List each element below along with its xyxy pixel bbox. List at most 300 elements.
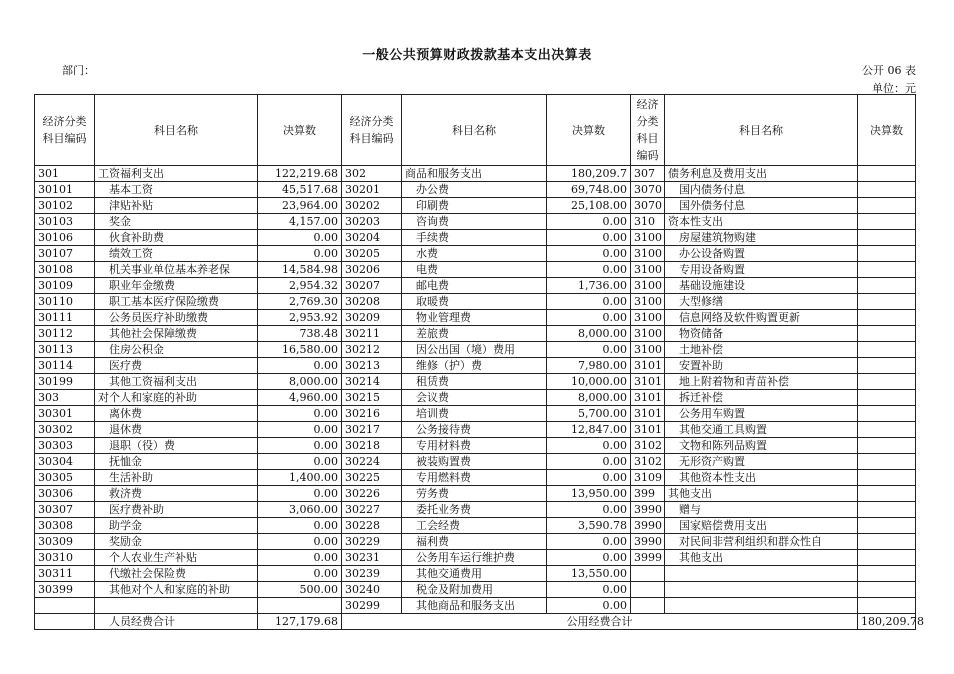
name-cell: 职业年金缴费: [95, 278, 258, 294]
table-row: [35, 358, 916, 374]
code-cell: 30101: [35, 182, 95, 198]
amount-cell: 13,950.00: [547, 486, 631, 502]
amount-cell: [858, 486, 916, 502]
code-cell: 30231: [342, 550, 402, 566]
code-cell: 30111: [35, 310, 95, 326]
public-total-label: 公用经费合计: [342, 614, 858, 630]
code-cell: 3990: [631, 518, 665, 534]
amount-cell: 122,219.68: [258, 166, 342, 182]
code-cell: 3100: [631, 262, 665, 278]
code-cell: 3100: [631, 326, 665, 342]
code-cell: 3070: [631, 198, 665, 214]
name-cell: 国家赔偿费用支出: [665, 518, 858, 534]
name-cell: [95, 598, 258, 614]
amount-cell: 0.00: [547, 342, 631, 358]
amount-cell: 7,980.00: [547, 358, 631, 374]
table-row: [35, 294, 916, 310]
name-cell: 公务接待费: [402, 422, 547, 438]
amount-cell: 0.00: [258, 550, 342, 566]
code-cell: 30213: [342, 358, 402, 374]
name-cell: 地上附着物和青苗补偿: [665, 374, 858, 390]
code-cell: 30203: [342, 214, 402, 230]
code-cell: 30207: [342, 278, 402, 294]
name-cell: 拆迁补偿: [665, 390, 858, 406]
amount-cell: [858, 390, 916, 406]
name-cell: 奖励金: [95, 534, 258, 550]
amount-cell: 2,954.32: [258, 278, 342, 294]
amount-cell: 0.00: [547, 294, 631, 310]
name-cell: 代缴社会保险费: [95, 566, 258, 582]
name-cell: 国内债务付息: [665, 182, 858, 198]
amount-cell: [858, 246, 916, 262]
amount-cell: 180,209.7: [547, 166, 631, 182]
name-cell: 水费: [402, 246, 547, 262]
code-cell: 30206: [342, 262, 402, 278]
code-cell: 30307: [35, 502, 95, 518]
name-cell: 安置补助: [665, 358, 858, 374]
amount-cell: 0.00: [258, 406, 342, 422]
table-row: [35, 262, 916, 278]
table-row: [35, 390, 916, 406]
amount-cell: 13,550.00: [547, 566, 631, 582]
amount-cell: 69,748.00: [547, 182, 631, 198]
name-cell: 委托业务费: [402, 502, 547, 518]
table-row: [35, 582, 916, 598]
name-cell: 印刷费: [402, 198, 547, 214]
code-cell: 30218: [342, 438, 402, 454]
name-cell: 专用燃料费: [402, 470, 547, 486]
table-row: [35, 406, 916, 422]
header-code-2: 经济分类 科目编码: [342, 95, 402, 166]
header-code-3: 经济 分类 科目 编码: [631, 95, 665, 166]
amount-cell: 45,517.68: [258, 182, 342, 198]
amount-cell: 0.00: [258, 486, 342, 502]
code-cell: 303: [35, 390, 95, 406]
code-cell: 3070: [631, 182, 665, 198]
name-cell: 抚恤金: [95, 454, 258, 470]
amount-cell: 0.00: [547, 262, 631, 278]
name-cell: 劳务费: [402, 486, 547, 502]
amount-cell: [858, 438, 916, 454]
code-cell: 30214: [342, 374, 402, 390]
amount-cell: [858, 294, 916, 310]
name-cell: 个人农业生产补贴: [95, 550, 258, 566]
code-cell: 30211: [342, 326, 402, 342]
amount-cell: [858, 598, 916, 614]
table-row: [35, 166, 916, 182]
code-cell: 399: [631, 486, 665, 502]
name-cell: 被装购置费: [402, 454, 547, 470]
code-cell: 30303: [35, 438, 95, 454]
code-cell: 30216: [342, 406, 402, 422]
code-cell: 30103: [35, 214, 95, 230]
personnel-total-value: 127,179.68: [258, 614, 342, 630]
amount-cell: 0.00: [547, 246, 631, 262]
amount-cell: 0.00: [547, 598, 631, 614]
table-row: [35, 502, 916, 518]
header-amount-2: 决算数: [547, 95, 631, 166]
code-cell: 3101: [631, 374, 665, 390]
code-cell: 3102: [631, 454, 665, 470]
amount-cell: [858, 358, 916, 374]
name-cell: 差旅费: [402, 326, 547, 342]
table-row: [35, 374, 916, 390]
code-cell: 30202: [342, 198, 402, 214]
amount-cell: 0.00: [547, 502, 631, 518]
amount-cell: 0.00: [258, 358, 342, 374]
table-row: [35, 598, 916, 614]
table-row: [35, 454, 916, 470]
name-cell: 物资储备: [665, 326, 858, 342]
name-cell: 其他资本性支出: [665, 470, 858, 486]
name-cell: 培训费: [402, 406, 547, 422]
table-row: [35, 534, 916, 550]
amount-cell: [858, 518, 916, 534]
code-cell: 30305: [35, 470, 95, 486]
name-cell: 住房公积金: [95, 342, 258, 358]
amount-cell: 4,157.00: [258, 214, 342, 230]
name-cell: 机关事业单位基本养老保: [95, 262, 258, 278]
amount-cell: 0.00: [547, 214, 631, 230]
public-total-value: 180,209.78: [858, 614, 916, 630]
amount-cell: 1,736.00: [547, 278, 631, 294]
amount-cell: [858, 502, 916, 518]
table-row: [35, 438, 916, 454]
amount-cell: 0.00: [258, 422, 342, 438]
code-cell: 30107: [35, 246, 95, 262]
table-row: [35, 422, 916, 438]
amount-cell: [858, 566, 916, 582]
name-cell: 其他商品和服务支出: [402, 598, 547, 614]
amount-cell: 0.00: [547, 230, 631, 246]
code-cell: 30102: [35, 198, 95, 214]
name-cell: 无形资产购置: [665, 454, 858, 470]
code-cell: 310: [631, 214, 665, 230]
code-cell: 30228: [342, 518, 402, 534]
code-cell: 3990: [631, 502, 665, 518]
code-cell: 3101: [631, 358, 665, 374]
code-cell: 30110: [35, 294, 95, 310]
amount-cell: 0.00: [258, 566, 342, 582]
name-cell: 工资福利支出: [95, 166, 258, 182]
name-cell: 医疗费补助: [95, 502, 258, 518]
code-cell: 30225: [342, 470, 402, 486]
amount-cell: 0.00: [547, 550, 631, 566]
name-cell: 其他交通工具购置: [665, 422, 858, 438]
name-cell: 救济费: [95, 486, 258, 502]
amount-cell: 2,953.92: [258, 310, 342, 326]
name-cell: 公务员医疗补助缴费: [95, 310, 258, 326]
name-cell: 其他支出: [665, 486, 858, 502]
table-row: [35, 214, 916, 230]
code-cell: 3101: [631, 390, 665, 406]
name-cell: 土地补偿: [665, 342, 858, 358]
amount-cell: [858, 230, 916, 246]
table-row: [35, 182, 916, 198]
amount-cell: 8,000.00: [547, 326, 631, 342]
table-header-row: [35, 95, 916, 166]
amount-cell: 0.00: [258, 230, 342, 246]
code-cell: 3100: [631, 294, 665, 310]
department-label: 部门：: [62, 64, 95, 77]
name-cell: 咨询费: [402, 214, 547, 230]
amount-cell: [858, 534, 916, 550]
code-cell: 30226: [342, 486, 402, 502]
table-row: [35, 310, 916, 326]
name-cell: 其他对个人和家庭的补助: [95, 582, 258, 598]
table-row: [35, 230, 916, 246]
amount-cell: [858, 342, 916, 358]
name-cell: 奖金: [95, 214, 258, 230]
table-row: [35, 518, 916, 534]
amount-cell: [858, 262, 916, 278]
name-cell: 对个人和家庭的补助: [95, 390, 258, 406]
code-cell: 3109: [631, 470, 665, 486]
code-cell: 3101: [631, 422, 665, 438]
amount-cell: 10,000.00: [547, 374, 631, 390]
name-cell: 助学金: [95, 518, 258, 534]
name-cell: 房屋建筑物购建: [665, 230, 858, 246]
code-cell: 3102: [631, 438, 665, 454]
amount-cell: 16,580.00: [258, 342, 342, 358]
table-row: [35, 470, 916, 486]
amount-cell: [858, 550, 916, 566]
header-amount-1: 决算数: [258, 95, 342, 166]
name-cell: 赠与: [665, 502, 858, 518]
name-cell: 对民间非营利组织和群众性自: [665, 534, 858, 550]
table-row: [35, 342, 916, 358]
header-name-2: 科目名称: [402, 95, 547, 166]
table-row: [35, 198, 916, 214]
code-cell: 30304: [35, 454, 95, 470]
name-cell: 手续费: [402, 230, 547, 246]
name-cell: 基础设施建设: [665, 278, 858, 294]
amount-cell: 0.00: [547, 534, 631, 550]
name-cell: 国外债务付息: [665, 198, 858, 214]
amount-cell: 3,060.00: [258, 502, 342, 518]
name-cell: 其他支出: [665, 550, 858, 566]
amount-cell: 8,000.00: [258, 374, 342, 390]
code-cell: 30306: [35, 486, 95, 502]
amount-cell: 5,700.00: [547, 406, 631, 422]
name-cell: 工会经费: [402, 518, 547, 534]
totals-row: [35, 614, 916, 630]
code-cell: 3100: [631, 246, 665, 262]
name-cell: 资本性支出: [665, 214, 858, 230]
name-cell: 商品和服务支出: [402, 166, 547, 182]
amount-cell: [858, 182, 916, 198]
code-cell: 30215: [342, 390, 402, 406]
code-cell: 3990: [631, 534, 665, 550]
code-cell: 30309: [35, 534, 95, 550]
amount-cell: [258, 598, 342, 614]
code-cell: 30204: [342, 230, 402, 246]
code-cell: 302: [342, 166, 402, 182]
name-cell: 退休费: [95, 422, 258, 438]
amount-cell: [858, 214, 916, 230]
name-cell: 电费: [402, 262, 547, 278]
name-cell: 办公设备购置: [665, 246, 858, 262]
code-cell: 30108: [35, 262, 95, 278]
amount-cell: 8,000.00: [547, 390, 631, 406]
amount-cell: 14,584.98: [258, 262, 342, 278]
expenditure-table: [34, 94, 924, 630]
name-cell: 办公费: [402, 182, 547, 198]
code-cell: 30299: [342, 598, 402, 614]
code-cell: 301: [35, 166, 95, 182]
name-cell: 伙食补助费: [95, 230, 258, 246]
amount-cell: 4,960.00: [258, 390, 342, 406]
amount-cell: 12,847.00: [547, 422, 631, 438]
amount-cell: 0.00: [258, 438, 342, 454]
amount-cell: 0.00: [258, 534, 342, 550]
name-cell: 大型修缮: [665, 294, 858, 310]
code-cell: 30302: [35, 422, 95, 438]
name-cell: 职工基本医疗保险缴费: [95, 294, 258, 310]
code-cell: 30112: [35, 326, 95, 342]
name-cell: 退职（役）费: [95, 438, 258, 454]
amount-cell: [858, 198, 916, 214]
code-cell: 30240: [342, 582, 402, 598]
name-cell: 租赁费: [402, 374, 547, 390]
name-cell: [665, 582, 858, 598]
name-cell: 公务用车购置: [665, 406, 858, 422]
amount-cell: [858, 166, 916, 182]
amount-cell: [858, 422, 916, 438]
amount-cell: 3,590.78: [547, 518, 631, 534]
amount-cell: 23,964.00: [258, 198, 342, 214]
amount-cell: 0.00: [547, 310, 631, 326]
name-cell: 其他社会保障缴费: [95, 326, 258, 342]
name-cell: 文物和陈列品购置: [665, 438, 858, 454]
name-cell: 生活补助: [95, 470, 258, 486]
name-cell: 基本工资: [95, 182, 258, 198]
form-number: 公开 06 表: [862, 64, 916, 77]
amount-cell: 738.48: [258, 326, 342, 342]
code-cell: 30310: [35, 550, 95, 566]
code-cell: 30229: [342, 534, 402, 550]
code-cell: 30399: [35, 582, 95, 598]
name-cell: [665, 566, 858, 582]
name-cell: 专用设备购置: [665, 262, 858, 278]
code-cell: 30209: [342, 310, 402, 326]
code-cell: 30311: [35, 566, 95, 582]
name-cell: 因公出国（境）费用: [402, 342, 547, 358]
name-cell: 公务用车运行维护费: [402, 550, 547, 566]
code-cell: 3999: [631, 550, 665, 566]
amount-cell: 0.00: [258, 454, 342, 470]
code-cell: 30113: [35, 342, 95, 358]
amount-cell: [858, 406, 916, 422]
amount-cell: [858, 374, 916, 390]
code-cell: 30217: [342, 422, 402, 438]
code-cell: 30239: [342, 566, 402, 582]
code-cell: 30109: [35, 278, 95, 294]
name-cell: 津贴补贴: [95, 198, 258, 214]
table-row: [35, 486, 916, 502]
personnel-total-label: 人员经费合计: [95, 614, 258, 630]
header-name-1: 科目名称: [95, 95, 258, 166]
name-cell: 专用材料费: [402, 438, 547, 454]
amount-cell: [858, 470, 916, 486]
name-cell: 其他交通费用: [402, 566, 547, 582]
amount-cell: [858, 582, 916, 598]
code-cell: 30106: [35, 230, 95, 246]
header-name-3: 科目名称: [665, 95, 858, 166]
code-cell: 3100: [631, 230, 665, 246]
amount-cell: [858, 326, 916, 342]
amount-cell: 0.00: [547, 438, 631, 454]
name-cell: 取暖费: [402, 294, 547, 310]
amount-cell: 0.00: [547, 454, 631, 470]
code-cell: 30205: [342, 246, 402, 262]
name-cell: 税金及附加费用: [402, 582, 547, 598]
amount-cell: 0.00: [547, 470, 631, 486]
report-title: 一般公共预算财政拨款基本支出决算表: [362, 48, 592, 63]
amount-cell: [858, 278, 916, 294]
code-cell: [35, 598, 95, 614]
code-cell: [631, 582, 665, 598]
code-cell: 3100: [631, 278, 665, 294]
amount-cell: [858, 310, 916, 326]
code-cell: 30201: [342, 182, 402, 198]
name-cell: 邮电费: [402, 278, 547, 294]
code-cell: 30208: [342, 294, 402, 310]
code-cell: 3101: [631, 406, 665, 422]
unit-label: 单位：元: [872, 82, 916, 95]
name-cell: 会议费: [402, 390, 547, 406]
header-amount-3: 决算数: [858, 95, 916, 166]
table-row: [35, 246, 916, 262]
code-cell: 30227: [342, 502, 402, 518]
code-cell: 30114: [35, 358, 95, 374]
code-cell: 30224: [342, 454, 402, 470]
name-cell: 物业管理费: [402, 310, 547, 326]
code-cell: [631, 566, 665, 582]
amount-cell: 0.00: [258, 518, 342, 534]
code-cell: 3100: [631, 342, 665, 358]
amount-cell: 0.00: [258, 246, 342, 262]
name-cell: 信息网络及软件购置更新: [665, 310, 858, 326]
code-cell: 307: [631, 166, 665, 182]
code-cell: [631, 598, 665, 614]
header-code-1: 经济分类 科目编码: [35, 95, 95, 166]
code-cell: 30301: [35, 406, 95, 422]
code-cell: 3100: [631, 310, 665, 326]
name-cell: 其他工资福利支出: [95, 374, 258, 390]
name-cell: 离休费: [95, 406, 258, 422]
table-row: [35, 566, 916, 582]
code-cell: 30212: [342, 342, 402, 358]
table-row: [35, 550, 916, 566]
name-cell: 维修（护）费: [402, 358, 547, 374]
amount-cell: 2,769.30: [258, 294, 342, 310]
code-cell: 30199: [35, 374, 95, 390]
amount-cell: 1,400.00: [258, 470, 342, 486]
name-cell: 绩效工资: [95, 246, 258, 262]
amount-cell: 500.00: [258, 582, 342, 598]
amount-cell: 0.00: [547, 582, 631, 598]
code-cell: 30308: [35, 518, 95, 534]
table-row: [35, 326, 916, 342]
name-cell: [665, 598, 858, 614]
amount-cell: [858, 454, 916, 470]
amount-cell: 25,108.00: [547, 198, 631, 214]
name-cell: 债务利息及费用支出: [665, 166, 858, 182]
total-spacer: [35, 614, 95, 630]
name-cell: 医疗费: [95, 358, 258, 374]
table-row: [35, 278, 916, 294]
